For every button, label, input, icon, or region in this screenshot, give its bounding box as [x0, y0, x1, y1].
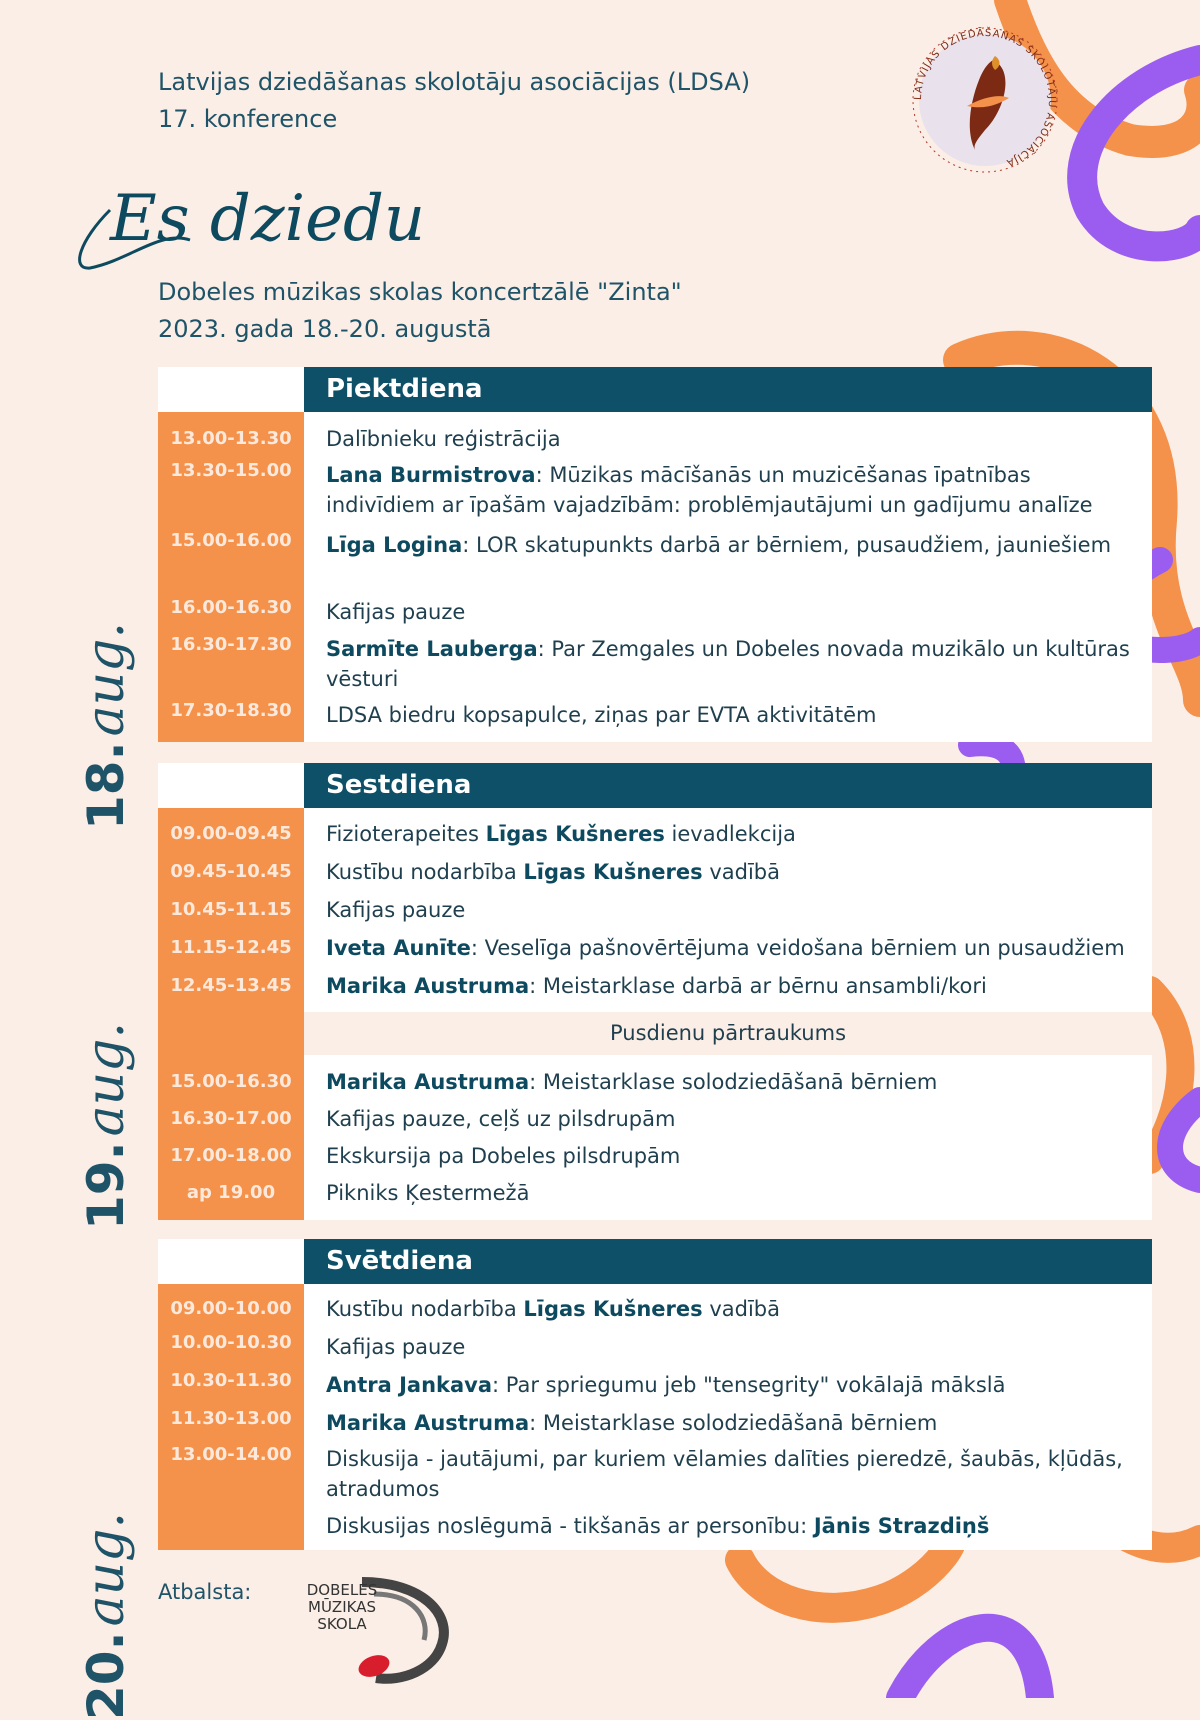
session-text: Lana Burmistrova: Mūzikas mācīšanās un muzicēšanas īpatnības indivīdiem ar īpašām vajadzībām: problēmjautājumi un gadījumu analīze: [326, 463, 1093, 517]
session-text: Ekskursija pa Dobeles pilsdrupām: [326, 1144, 681, 1168]
script-title-text: Es dziedu: [110, 182, 426, 256]
schedule-day-sunday: [158, 1239, 1152, 1550]
time-slot: 17.30-18.30: [170, 700, 292, 721]
day-number: 20.: [77, 1631, 135, 1720]
time-slot: 16.30-17.00: [170, 1108, 292, 1129]
schedule-day-friday: [158, 367, 1152, 742]
session-text: Diskusijas noslēgumā - tikšanās ar personību: Jānis Strazdiņš: [326, 1514, 990, 1538]
session-text: Pikniks Ķestermežā: [326, 1181, 530, 1205]
schedule-day-saturday: [158, 763, 1152, 1220]
session-text: Diskusija - jautājumi, par kuriem vēlamies dalīties pieredzē, šaubās, kļūdās, atradumos: [326, 1447, 1123, 1501]
time-slot: 13.00-13.30: [170, 428, 292, 449]
session-text: Kafijas pauze: [326, 898, 466, 922]
sponsor-name: DOBELES MŪZIKAS SKOLA: [306, 1581, 378, 1633]
venue-line: Dobeles mūzikas skolas koncertzālē "Zinta": [158, 278, 682, 306]
time-slot: 09.00-09.45: [170, 823, 292, 844]
session-text: Kafijas pauze, ceļš uz pilsdrupām: [326, 1107, 676, 1131]
session-text: Marika Austruma: Meistarklase darbā ar bērnu ansambli/kori: [326, 974, 987, 998]
time-slot: 13.00-14.00: [170, 1444, 292, 1465]
speaker-name: Līga Logina: [326, 533, 463, 557]
session-text: Antra Jankava: Par spriegumu jeb "tensegrity" vokālajā mākslā: [326, 1373, 1006, 1397]
time-slot: 10.45-11.15: [170, 899, 292, 920]
organizer-line: Latvijas dziedāšanas skolotāju asociācijas (LDSA): [158, 68, 751, 96]
time-slot: 09.00-10.00: [170, 1298, 292, 1319]
session-text: Iveta Aunīte: Veselīga pašnovērtējuma veidošana bērniem un pusaudžiem: [326, 936, 1125, 960]
session-text: LDSA biedru kopsapulce, ziņas par EVTA aktivitātēm: [326, 703, 877, 727]
day-label-18: [76, 590, 156, 830]
day-label-19: [76, 990, 156, 1230]
day-header: Piektdiena: [304, 367, 1152, 412]
speaker-name: Marika Austruma: [326, 1070, 530, 1094]
speaker-name: Līgas Kušneres: [523, 860, 703, 884]
day-month: aug.: [76, 1512, 136, 1627]
speaker-name: Antra Jankava: [326, 1373, 493, 1397]
time-slot: 11.30-13.00: [170, 1408, 292, 1429]
speaker-name: Lana Burmistrova: [326, 463, 536, 487]
session-text: Kafijas pauze: [326, 1335, 466, 1359]
session-text: Sarmīte Lauberga: Par Zemgales un Dobeles novada muzikālo un kultūras vēsturi: [326, 637, 1130, 691]
script-title: [70, 150, 470, 290]
sponsor-logo: [302, 1574, 462, 1684]
session-text: Līga Logina: LOR skatupunkts darbā ar bērniem, pusaudžiem, jauniešiem: [326, 533, 1112, 557]
time-slot: 12.45-13.45: [170, 975, 292, 996]
conference-number: 17. konference: [158, 105, 338, 133]
day-number: 18.: [77, 741, 135, 830]
day-month: aug.: [76, 622, 136, 737]
time-slot: 11.15-12.45: [170, 937, 292, 958]
lunch-break-label: Pusdienu pārtraukums: [609, 1021, 847, 1045]
day-number: 19.: [77, 1141, 135, 1230]
support-label: Atbalsta:: [158, 1580, 252, 1604]
logo-ring-text: LATVIJAS DZIEDĀŠANAS SKOLOTĀJU ASOCIĀCIJA: [912, 27, 1058, 169]
session-text: Marika Austruma: Meistarklase solodziedāšanā bērniem: [326, 1411, 938, 1435]
time-slot: 09.45-10.45: [170, 861, 292, 882]
time-slot: 15.00-16.30: [170, 1071, 292, 1092]
time-slot: 15.00-16.00: [170, 530, 292, 551]
session-text: Kustību nodarbība Līgas Kušneres vadībā: [326, 860, 780, 884]
lunch-break: [304, 1012, 1152, 1055]
ldsa-logo: [905, 20, 1065, 180]
speaker-name: Jānis Strazdiņš: [813, 1514, 990, 1538]
time-slot: 10.00-10.30: [170, 1332, 292, 1353]
organizer-heading: [158, 64, 750, 138]
venue-heading: [158, 274, 682, 348]
speaker-name: Iveta Aunīte: [326, 936, 471, 960]
session-text: Kafijas pauze: [326, 600, 466, 624]
day-month: aug.: [76, 1022, 136, 1137]
time-slot: 10.30-11.30: [170, 1370, 292, 1391]
time-slot: ap 19.00: [186, 1182, 276, 1203]
day-header: Sestdiena: [304, 763, 1152, 808]
speaker-name: Līgas Kušneres: [485, 822, 665, 846]
session-text: Marika Austruma: Meistarklase solodziedāšanā bērniem: [326, 1070, 938, 1094]
date-line: 2023. gada 18.-20. augustā: [158, 315, 492, 343]
speaker-name: Sarmīte Lauberga: [326, 637, 538, 661]
day-label-20: [76, 1480, 156, 1720]
time-slot: 16.30-17.30: [170, 634, 292, 655]
speaker-name: Marika Austruma: [326, 1411, 530, 1435]
speaker-name: Marika Austruma: [326, 974, 530, 998]
time-slot: 16.00-16.30: [170, 597, 292, 618]
time-slot: 13.30-15.00: [170, 460, 292, 481]
day-header: Svētdiena: [304, 1239, 1152, 1284]
session-text: Kustību nodarbība Līgas Kušneres vadībā: [326, 1297, 780, 1321]
time-slot: 17.00-18.00: [170, 1145, 292, 1166]
session-text: Fizioterapeites Līgas Kušneres ievadlekcija: [326, 822, 796, 846]
session-text: Dalībnieku reģistrācija: [326, 427, 561, 451]
speaker-name: Līgas Kušneres: [523, 1297, 703, 1321]
